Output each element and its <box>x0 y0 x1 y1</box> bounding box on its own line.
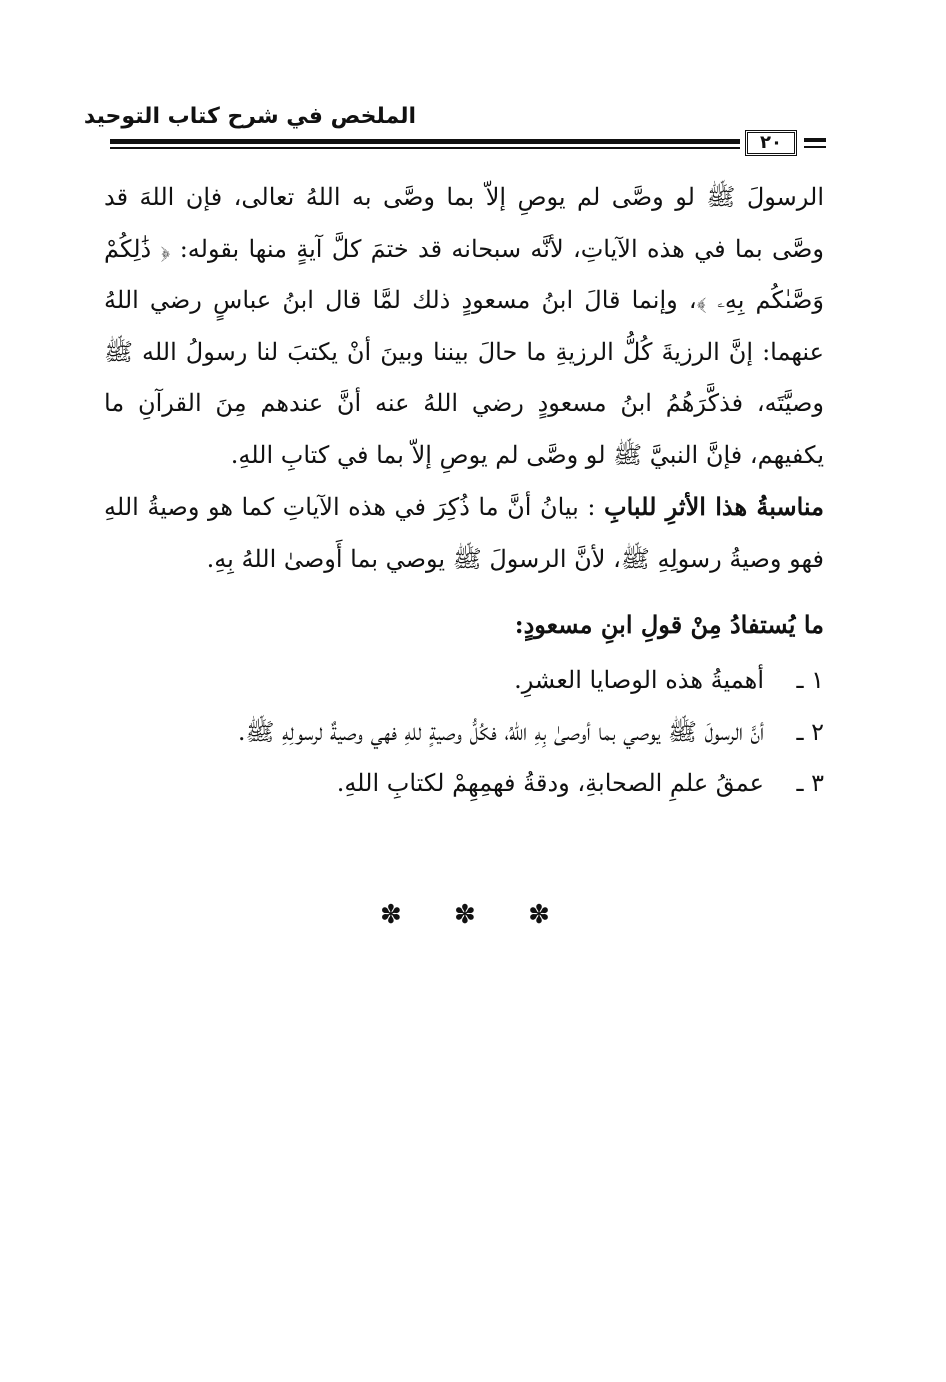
header-rule-thin <box>110 147 740 149</box>
paragraph-text: : بيانُ أنَّ ما ذُكِرَ في هذه الآياتِ كما هو وصيةُ اللهِ فهو وصيةُ رسولِهِ ﷺ، لأنَّ الرسولَ ﷺ يوصي بما أَوصىٰ اللهُ بِهِ. <box>104 493 824 573</box>
section-lead: مناسبةُ هذا الأثرِ للبابِ <box>603 492 825 521</box>
paragraph <box>104 481 824 585</box>
header-rule-thick <box>110 139 740 144</box>
list-number: ٢ ـ <box>796 717 824 746</box>
benefits-list <box>104 655 824 810</box>
list-number: ٣ ـ <box>796 769 824 797</box>
page-number: ٢٠ <box>745 130 797 156</box>
running-title: الملخص في شرح كتاب التوحيد <box>83 104 416 129</box>
benefits-heading: ما يُستفادُ مِنْ قولِ ابنِ مسعودٍ: <box>514 610 824 639</box>
list-text: أهميةُ هذه الوصايا العشرِ. <box>514 666 764 694</box>
paragraph: الرسولَ ﷺ لو وصَّى لم يوصِ إلاّ بما وصَّى به اللهُ تعالى، فإن اللهَ قد وصَّى بما في هذه الآياتِ، لأنَّه سبحانه قد ختمَ كلَّ آيةٍ منها بقوله: ﴿ ذَٰلِكُمْ وَصَّىٰكُم بِهِۦ ﴾، وإنما قالَ ابنُ مسعودٍ ذلك لمَّا قال ابنُ عباسٍ رضي اللهُ عنهما: إنَّ الرزيةَ كُلُّ الرزيةِ ما حالَ بيننا وبينَ أنْ يكتبَ لنا رسولُ الله ﷺ وصيَّتَه، فذكَّرَهُمُ ابنُ مسعودٍ رضي اللهُ عنه أنَّ عندهم مِنَ القرآنِ ما يكفيهم، فإنَّ النبيَّ ﷺ لو وصَّى لم يوصِ إلاّ بما في كتابِ اللهِ. <box>104 183 825 469</box>
header-rule-short-thin <box>804 146 826 148</box>
list-text: أنَّ الرسولَ ﷺ يوصي بما أوصىٰ بِهِ اللهُ، فكُلُّ وصيةٍ للهِ فهي وصيةٌ لرسولِهِ ﷺ. <box>237 717 764 746</box>
page-header <box>83 92 826 164</box>
list-item <box>104 655 824 707</box>
section-separator: ✽ ✽ ✽ <box>380 900 572 930</box>
list-item <box>104 758 824 810</box>
list-number: ١ ـ <box>796 666 824 694</box>
header-rule-short-thick <box>804 138 826 142</box>
list-text: عمقُ علمِ الصحابةِ، ودقةُ فهمِهِمْ لكتابِ اللهِ. <box>336 769 764 797</box>
main-text <box>104 172 824 585</box>
list-item <box>104 707 824 759</box>
